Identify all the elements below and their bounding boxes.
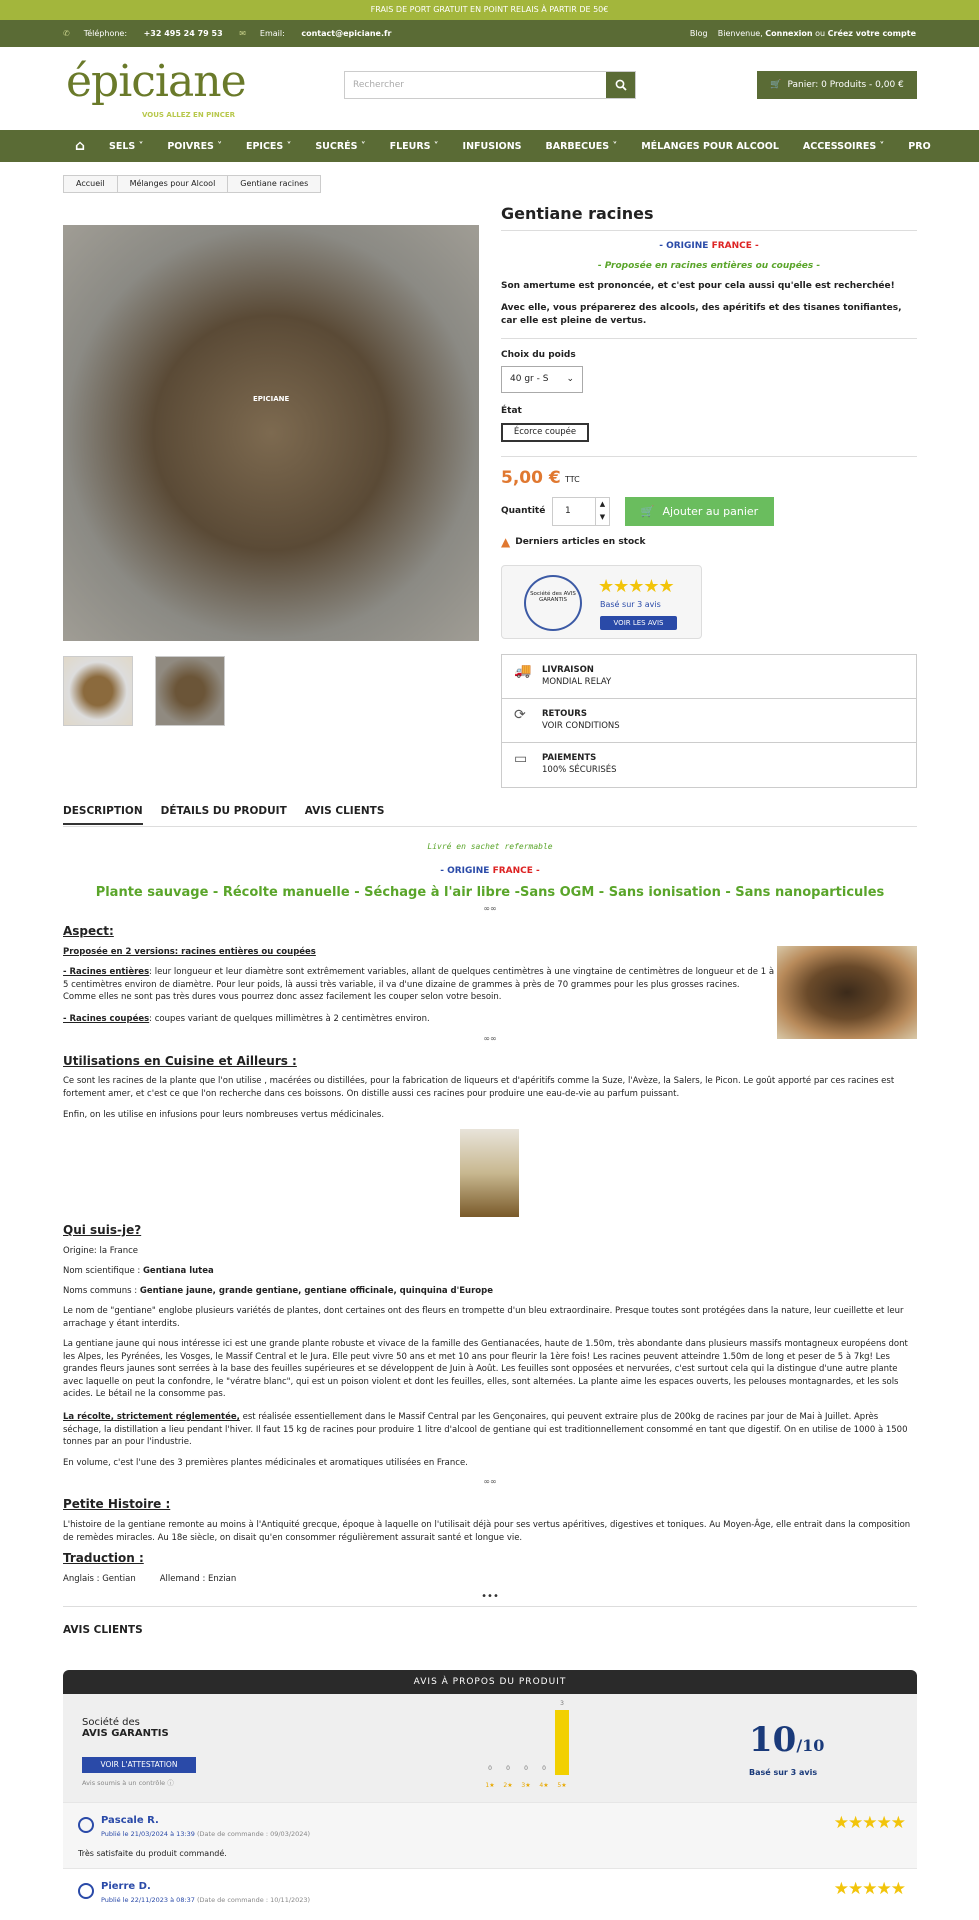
rating-distribution [483, 1694, 583, 1802]
user-icon [78, 1817, 94, 1833]
stepper-arrows[interactable]: ▲ ▼ [595, 498, 609, 525]
reassurance-title: RETOURS [542, 709, 587, 719]
truck-icon: 🚚 [514, 663, 532, 679]
nav-item-poivres[interactable]: POIVRES ˅ [167, 140, 222, 152]
state-option[interactable]: Écorce coupée [501, 423, 589, 442]
phone-link[interactable]: +32 495 24 79 53 [143, 29, 223, 38]
reassurance-block [501, 654, 917, 788]
whole-label: - Racines entières [63, 967, 150, 977]
who-heading: Qui suis-je? [63, 1223, 142, 1237]
aspect-heading: Aspect: [63, 924, 114, 938]
weight-label: Choix du poids [501, 350, 576, 360]
nav-label: SELS [109, 140, 136, 152]
rating-bar-label: 1★ [485, 1782, 495, 1789]
rating-bar-value: 0 [524, 1765, 528, 1772]
email-label: Email: [259, 29, 285, 38]
breadcrumb-current: Gentiane racines [240, 179, 309, 188]
card-icon: ▭ [514, 751, 528, 767]
score-denominator: /10 [796, 1736, 825, 1755]
logo-word: épiciane [66, 56, 246, 107]
info-bar [0, 20, 979, 47]
breadcrumb-category[interactable]: Mélanges pour Alcool [118, 176, 229, 192]
cut-label: - Racines coupées [63, 1014, 150, 1024]
rating-stars: ★★★★★ [598, 576, 674, 597]
reassurance-delivery [502, 655, 916, 699]
rating-bar-label: 3★ [521, 1782, 531, 1789]
rating-bar-label: 5★ [557, 1782, 567, 1789]
avis-garantis-logo [82, 1717, 169, 1739]
origin-line [501, 241, 917, 251]
nav-label: EPICES [245, 140, 284, 152]
chevron-down-icon: ⌄ [566, 374, 574, 384]
divider [501, 456, 917, 457]
rating-bar [555, 1710, 569, 1775]
bitterness-note: Son amertume est prononcée, et c'est pour cela aussi qu'elle est recherchée! [501, 281, 895, 291]
scientific-value: Gentiana lutea [142, 1266, 214, 1276]
aspect-whole [63, 966, 775, 1004]
separator-dots: ∞∞ [483, 1477, 497, 1486]
nav-label: ACCESSOIRES [802, 140, 877, 152]
rating-bar-value: 0 [506, 1765, 510, 1772]
nav-label: BARBECUES [545, 140, 610, 152]
promo-banner: FRAIS DE PORT GRATUIT EN POINT RELAIS À PARTIR DE 50€ [0, 0, 979, 20]
product-title: Gentiane racines [501, 204, 654, 223]
publish-date: Publié le 22/11/2023 à 08:37 [101, 1896, 195, 1904]
rating-bar-value: 0 [488, 1765, 492, 1772]
add-to-cart-button[interactable] [625, 497, 774, 526]
origin-dash: - [536, 866, 540, 876]
rating-bar-label: 4★ [539, 1782, 549, 1789]
search-input[interactable]: Rechercher [353, 80, 404, 90]
reassurance-sub: VOIR CONDITIONS [542, 721, 620, 731]
product-image[interactable] [63, 225, 479, 641]
translation-text [63, 1573, 917, 1586]
cart-label: Panier: 0 Produits - 0,00 € [787, 80, 904, 90]
nav-item-accessoires[interactable]: ACCESSOIRES ˅ [802, 140, 885, 152]
quantity-stepper[interactable] [552, 497, 610, 526]
refresh-icon: ⟳ [514, 707, 526, 723]
origin-label: - ORIGINE [659, 241, 709, 251]
origin-text: Origine: la France [63, 1246, 139, 1256]
register-link[interactable]: Créez votre compte [827, 29, 916, 38]
reviews-header: AVIS À PROPOS DU PRODUIT [63, 1670, 917, 1694]
history-text: L'histoire de la gentiane remonte au moins à l'Antiquité grecque, époque à laquelle on l'utilisait déjà pour ses vertus apéritives, digestives et toniques. Au Moyen-Âge, elle entrait dans la composition de remèdes miracles. Au 18e siècle, on disait qu'en consommer régulièrement assurait santé et longue vie. [63, 1520, 911, 1543]
desc-origin [63, 866, 917, 876]
stock-notice [501, 535, 646, 549]
tab-details[interactable]: DÉTAILS DU PRODUIT [160, 805, 287, 817]
nav-label: SUCRÉS [315, 140, 358, 152]
product-tabs [63, 805, 384, 825]
reassurance-returns [502, 699, 916, 743]
thumbnail-2[interactable] [155, 656, 225, 726]
divider [501, 338, 917, 339]
nav-item-epices[interactable]: EPICES ˅ [245, 140, 292, 152]
nav-label: POIVRES [167, 140, 214, 152]
origin-label: - ORIGINE [440, 866, 490, 876]
origin-country: FRANCE [492, 866, 533, 876]
english-name: Anglais : Gentian [63, 1574, 136, 1584]
publish-date: Publié le 21/03/2024 à 13:39 [101, 1830, 195, 1838]
review-item [63, 1802, 917, 1868]
who-text-3 [63, 1411, 917, 1449]
reviews-badge [501, 565, 702, 639]
sag-line-1: Société des [82, 1717, 140, 1728]
rating-bar-value: 0 [542, 1765, 546, 1772]
image-watermark: EPICIANE [253, 395, 290, 403]
separator-dots: ∞∞ [483, 1034, 497, 1043]
packaging-note: Livré en sachet refermable [427, 842, 553, 851]
cut-text: : coupes variant de quelques millimètres à 2 centimètres environ. [149, 1014, 430, 1024]
nav-item-infusions[interactable]: INFUSIONS [462, 140, 522, 152]
review-date [101, 1830, 310, 1838]
scientific-label: Nom scientifique : [63, 1266, 141, 1276]
state-label: État [501, 406, 522, 416]
review-date [101, 1896, 310, 1904]
warning-icon: ▲ [501, 535, 511, 549]
whole-text: : leur longueur et leur diamètre sont extrêmement variables, allant de quelques centimètres à une vingtaine de centimètres de longueur et de 1 à 5 centimètres environ de diamètre. Pour leur poids, là aussi très variable, il va d'une dizaine de grammes à près de 70 grammes pour les plus grosses racines. Comme elles ne sont pas très dures vous pourrez donc assez facilement les couper selon votre besoin. [63, 967, 775, 1002]
translation-heading: Traduction : [63, 1551, 144, 1565]
nav-item-barbecues[interactable]: BARBECUES ˅ [545, 140, 618, 152]
reassurance-payment [502, 743, 916, 787]
reassurance-sub: 100% SÉCURISÉS [542, 765, 617, 775]
review-item [63, 1868, 917, 1920]
quantity-value: 1 [565, 506, 571, 516]
tax-label: TTC [565, 475, 580, 484]
avis-garantis-seal: Société des AVIS GARANTIS [524, 575, 582, 631]
logo[interactable] [66, 56, 246, 119]
sag-line-2: AVIS GARANTIS [82, 1728, 169, 1739]
phone-icon: ✆ [63, 29, 70, 38]
review-text: Très satisfaite du produit commandé. [78, 1849, 227, 1858]
tel-label: Téléphone: [83, 29, 128, 38]
score-subtitle: Basé sur 3 avis [749, 1768, 818, 1777]
order-date: (Date de commande : 09/03/2024) [197, 1830, 311, 1838]
main-nav [0, 130, 979, 162]
aspect-subheading: Proposée en 2 versions: racines entières ou coupées [63, 947, 316, 957]
score-value: 10 [749, 1720, 797, 1760]
thumbnail-1[interactable] [63, 656, 133, 726]
review-count: Basé sur 3 avis [600, 600, 661, 609]
nav-item-sucres[interactable]: SUCRÉS ˅ [315, 140, 366, 152]
weight-value: 40 gr - S [510, 374, 549, 384]
who-text-1: Le nom de "gentiane" englobe plusieurs variétés de plantes, dont certaines ont des fleurs en trompette d'un bleu extraordinaire. Presque toutes sont protégées dans la nature, leur cueillette et leur arrachage y étant interdits. [63, 1306, 904, 1329]
who-text-2: La gentiane jaune qui nous intéresse ici est une grande plante robuste et vivace de la famille des Gentianacées, haute de 1.50m, très abondante dans plusieurs massifs montagneux européens dont les Alpes, les Pyrénées, les Vosges, le Massif Central et le Jura. Elle peut vivre 50 ans et met 10 ans pour fleurir la 1ère fois! Les racines peuvent atteindre 1.50m de long et peser de 5 à 7kg! Les grandes fleurs jaunes sont serrées à la base des feuilles supérieures et se développent de Juin à Août. Les feuilles sont opposées et nervurées, c'est surtout cela qui la distingue d'une autre plante avec laquelle on peut la confondre, le "vératre blanc", qui est un poison violent et dont les feuilles, elles, sont alternées. La plante aime les espaces ouverts, les pelouses montagnardes, et les sols acides. Le bétail ne la consomme pas. [63, 1339, 908, 1399]
tab-reviews[interactable]: AVIS CLIENTS [304, 805, 385, 817]
common-value: Gentiane jaune, grande gentiane, gentiane officinale, quinquina d'Europe [139, 1286, 493, 1296]
review-stars: ★★★★★ [833, 1813, 905, 1833]
uses-text-1: Ce sont les racines de la plante que l'on utilise , macérées ou distillées, pour la fabrication de liqueurs et d'apéritifs comme la Suze, l'Avèze, la Salers, le Picon. Le goût apporté par ces racines est fortement amer, et c'est ce que l'on recherche dans ces boissons. On distille aussi ces racines pour produire une eau-de-vie au parfum puissant. [63, 1076, 895, 1099]
infusion-image [460, 1129, 519, 1217]
breadcrumb [63, 175, 321, 193]
search-icon [615, 79, 627, 91]
view-reviews-button[interactable]: VOIR LES AVIS [600, 616, 677, 630]
reassurance-title: LIVRAISON [542, 665, 594, 675]
sack-image [777, 946, 917, 1039]
logo-tagline: VOUS ALLEZ EN PINCER [142, 111, 236, 119]
email-link[interactable]: contact@epiciane.fr [301, 29, 392, 38]
breadcrumb-home[interactable]: Accueil [64, 176, 118, 192]
reassurance-title: PAIEMENTS [542, 753, 597, 763]
price: 5,00 € [501, 468, 561, 488]
history-heading: Petite Histoire : [63, 1497, 171, 1511]
divider [63, 1606, 917, 1607]
common-label: Noms communs : [63, 1286, 138, 1296]
divider [501, 230, 917, 231]
add-to-cart-label: Ajouter au panier [662, 505, 759, 518]
review-stars: ★★★★★ [833, 1879, 905, 1899]
attestation-button[interactable]: VOIR L'ATTESTATION [82, 1757, 196, 1773]
nav-item-sels[interactable]: SELS ˅ [109, 140, 144, 152]
user-icon [78, 1883, 94, 1899]
separator-dots: ∞∞ [483, 904, 497, 913]
search-bar [344, 71, 636, 99]
origin-country: FRANCE [711, 241, 752, 251]
stock-text: Derniers articles en stock [515, 537, 646, 547]
versions-note: - Proposée en racines entières ou coupées - [597, 261, 821, 271]
cart-icon: 🛒 [640, 505, 655, 518]
end-dots: ••• [481, 1591, 499, 1602]
login-link[interactable]: Connexion [765, 29, 813, 38]
common-names [63, 1285, 917, 1298]
blog-link[interactable]: Blog [689, 29, 708, 38]
order-date: (Date de commande : 10/11/2023) [197, 1896, 311, 1904]
reassurance-sub: MONDIAL RELAY [542, 677, 612, 687]
who-text-4: En volume, c'est l'une des 3 premières plantes médicinales et aromatiques utilisées en France. [63, 1458, 468, 1468]
reviews-title: AVIS CLIENTS [63, 1624, 143, 1636]
reviewer-name: Pierre D. [101, 1881, 151, 1892]
origin-dash: - [755, 241, 759, 251]
quantity-label: Quantité [501, 506, 546, 516]
weight-select[interactable] [501, 366, 583, 393]
uses-heading: Utilisations en Cuisine et Ailleurs : [63, 1054, 297, 1068]
scientific-name [63, 1265, 917, 1278]
search-button[interactable] [606, 72, 635, 98]
harvest-label: La récolte, strictement réglementée, [63, 1412, 240, 1422]
mail-icon: ✉ [239, 29, 246, 38]
or-text: ou [815, 29, 826, 38]
nav-item-melanges[interactable]: MÉLANGES POUR ALCOOL [641, 140, 779, 152]
rating-bar-value: 3 [560, 1700, 564, 1707]
nav-item-fleurs[interactable]: FLEURS ˅ [389, 140, 439, 152]
cart-icon: 🛒 [770, 80, 782, 90]
home-icon[interactable]: ⌂ [75, 138, 86, 154]
control-note: Avis soumis à un contrôle ⓘ [82, 1779, 174, 1787]
header [0, 47, 979, 130]
uses-text-2: Enfin, on les utilise en infusions pour leurs nombreuses vertus médicinales. [63, 1110, 385, 1120]
reviews-summary [63, 1694, 917, 1802]
welcome-text: Bienvenue, [717, 29, 763, 38]
harvest-text: est réalisée essentiellement dans le Massif Central par les Gençonaires, qui peuvent extraire plus de 200kg de racines par jour de Mai à Juillet. Après séchage, la distillation a lieu pendant l'hiver. Il faut 15 kg de racines pour produire 1 litre d'alcool de gentiane qui est traditionnellement consommé en tant que digestif. On en utilise de 1000 à 1500 tonnes par an pour l'industrie. [63, 1412, 908, 1447]
nav-label: FLEURS [389, 140, 431, 152]
german-name: Allemand : Enzian [159, 1574, 237, 1584]
features-line: Plante sauvage - Récolte manuelle - Séchage à l'air libre -Sans OGM - Sans ionisation - Sans nanoparticules [95, 885, 885, 900]
score [749, 1720, 824, 1760]
tab-description[interactable]: DESCRIPTION [63, 805, 143, 825]
usage-note: Avec elle, vous préparerez des alcools, des apéritifs et des tisanes tonifiantes, car elle est pleine de vertus. [501, 303, 902, 326]
reviewer-name: Pascale R. [101, 1815, 159, 1826]
cart-button[interactable] [757, 71, 917, 99]
nav-item-pro[interactable]: PRO [908, 140, 931, 152]
rating-bar-label: 2★ [503, 1782, 513, 1789]
tab-divider [63, 826, 917, 827]
